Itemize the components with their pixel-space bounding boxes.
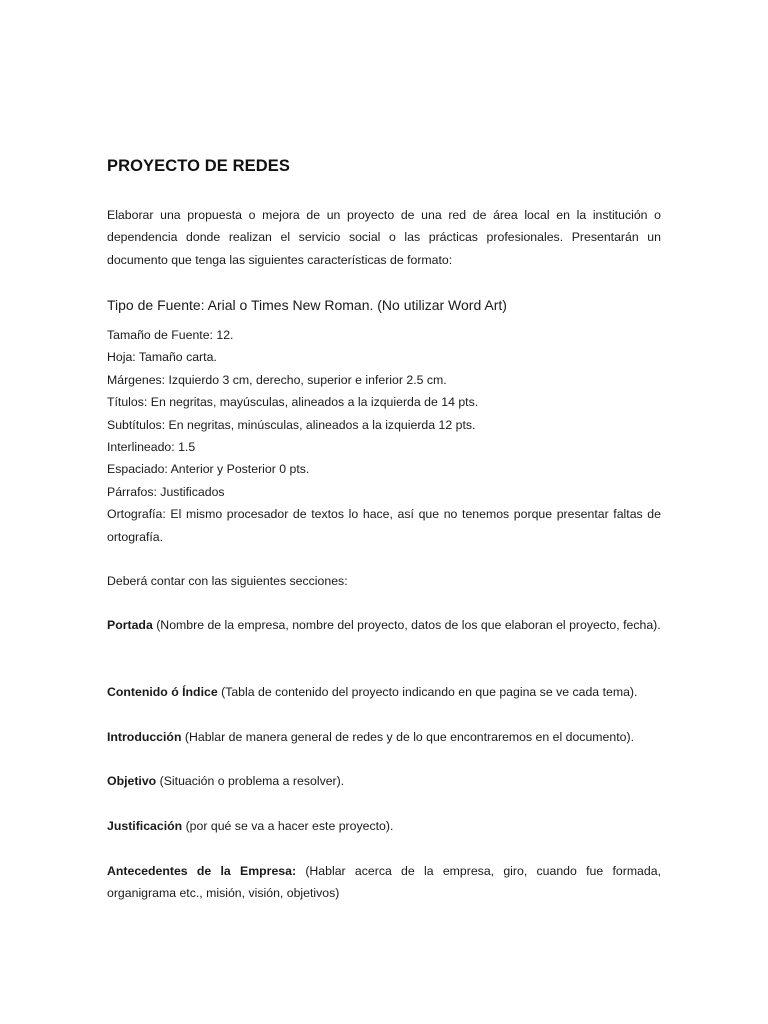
format-requirements-list (107, 324, 661, 548)
format-item: Hoja: Tamaño carta. (107, 350, 217, 365)
sections-intro: Deberá contar con las siguientes secciones: (107, 574, 348, 588)
section-description: (Nombre de la empresa, nombre del proyecto, datos de los que elaboran el proyecto, fecha). (152, 618, 661, 632)
section-introduccion (107, 726, 661, 748)
section-heading: Contenido ó Índice (107, 685, 218, 699)
section-description: (Situación o problema a resolver). (156, 774, 345, 788)
section-heading: Antecedentes de la Empresa: (107, 864, 297, 878)
format-item: Párrafos: Justificados (107, 484, 225, 499)
section-description: (Hablar acerca de la empresa, giro, cuando fue formada, organigrama etc., misión, visión, objetivos) (107, 864, 661, 901)
format-item: Títulos: En negritas, mayúsculas, alineados a la izquierda de 14 pts. (107, 395, 479, 410)
section-description: (por qué se va a hacer este proyecto). (182, 819, 394, 833)
section-heading: Portada (107, 618, 153, 632)
format-item: Ortografía: El mismo procesador de textos lo hace, así que no tenemos porque presentar faltas de ortografía. (107, 507, 661, 544)
document-title: PROYECTO DE REDES (107, 157, 290, 175)
section-heading: Introducción (107, 730, 182, 744)
intro-paragraph: Elaborar una propuesta o mejora de un proyecto de una red de área local en la institución o dependencia donde realizan el servicio social o las prácticas profesionales. Presentarán un documento que tenga las siguientes características de formato: (107, 208, 661, 267)
section-objetivo (107, 770, 661, 792)
document-page (107, 0, 661, 1024)
format-item: Márgenes: Izquierdo 3 cm, derecho, superior e inferior 2.5 cm. (107, 372, 447, 387)
section-antecedentes (107, 860, 661, 905)
section-portada (107, 614, 661, 636)
section-justificacion (107, 815, 661, 837)
format-item: Interlineado: 1.5 (107, 440, 196, 455)
font-type-line: Tipo de Fuente: Arial o Times New Roman. (No utilizar Word Art) (107, 297, 507, 313)
section-description: (Hablar de manera general de redes y de lo que encontraremos en el documento). (181, 730, 634, 744)
section-contenido (107, 681, 661, 703)
format-item: Subtítulos: En negritas, minúsculas, alineados a la izquierda 12 pts. (107, 417, 476, 432)
section-description: (Tabla de contenido del proyecto indicando en que pagina se ve cada tema). (217, 685, 638, 699)
format-item: Tamaño de Fuente: 12. (107, 328, 234, 342)
section-heading: Justificación (107, 819, 183, 833)
section-heading: Objetivo (107, 774, 157, 788)
format-item: Espaciado: Anterior y Posterior 0 pts. (107, 462, 310, 477)
